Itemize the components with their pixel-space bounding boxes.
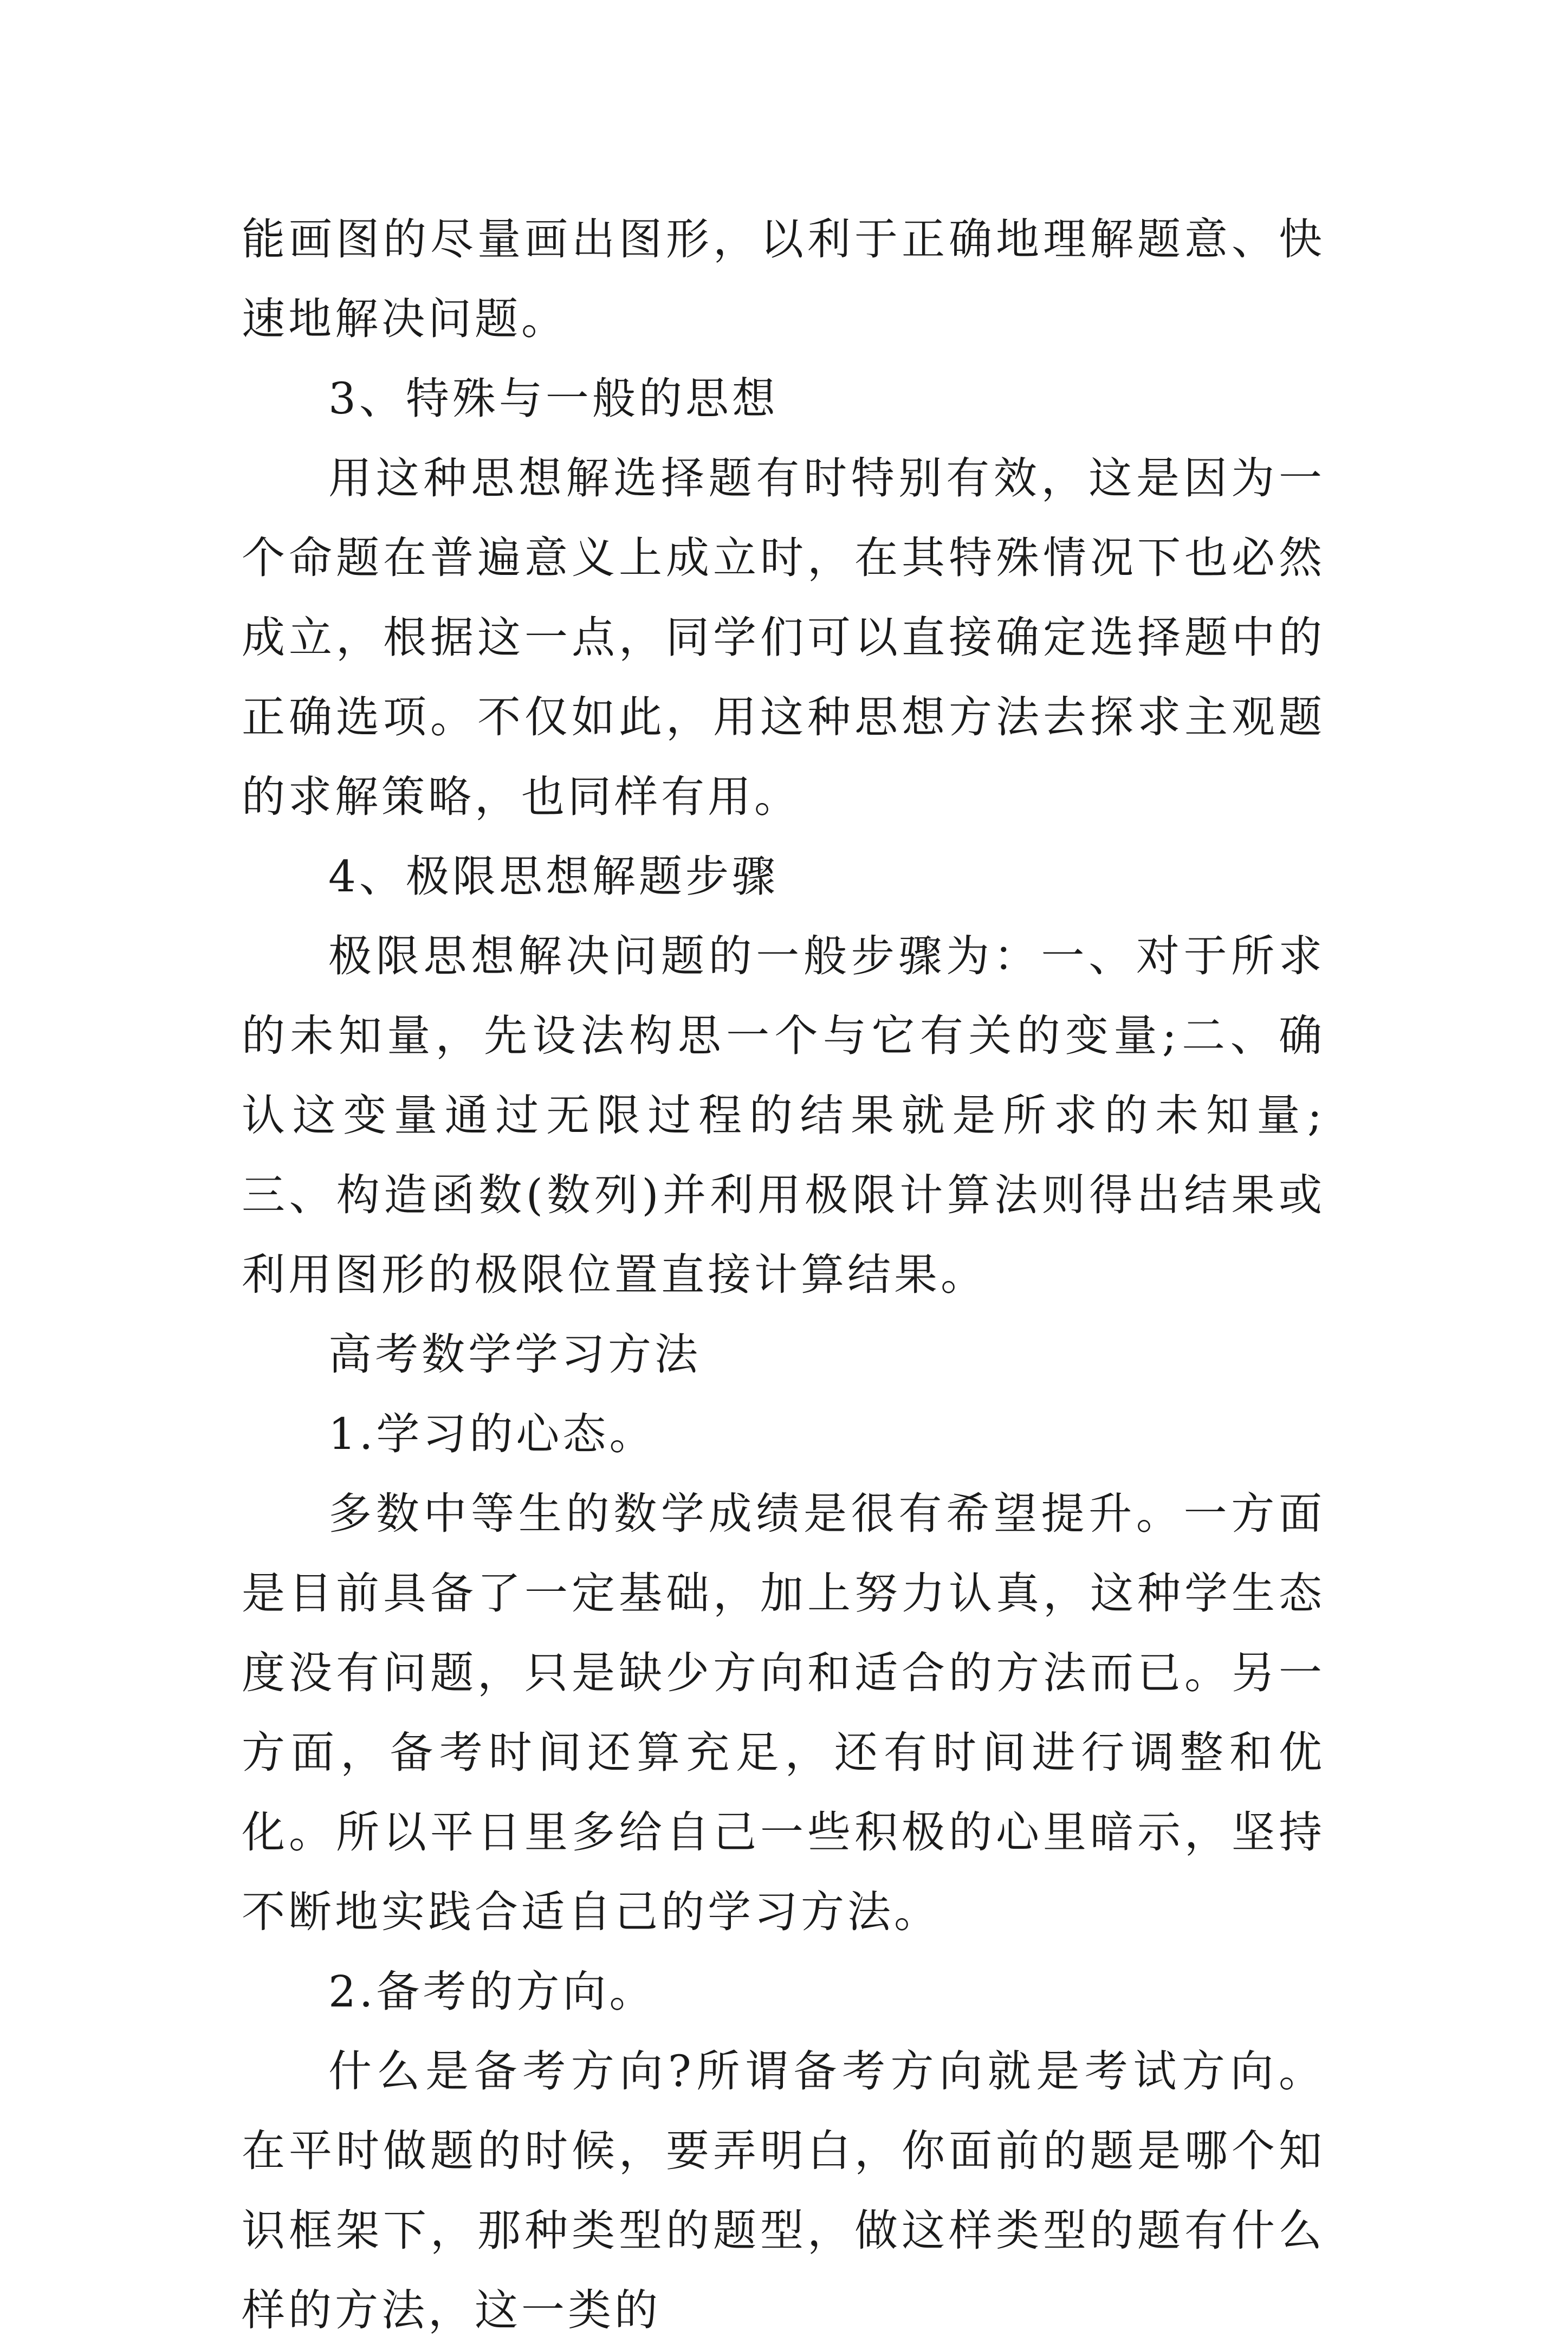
- paragraph-mindset: 多数中等生的数学成绩是很有希望提升。一方面是目前具备了一定基础，加上努力认真，这种学生态度没有问题，只是缺少方向和适合的方法而已。另一方面，备考时间还算充足，还有时间进行调整和优化。所以平日里多给自己一些积极的心里暗示，坚持不断地实践合适自己的学习方法。: [242, 1488, 1325, 1937]
- heading-special-general: 3、特殊与一般的思想: [328, 373, 779, 424]
- document-body: [242, 199, 1325, 2350]
- heading-limit-steps: 4、极限思想解题步骤: [328, 851, 779, 902]
- paragraph-continuation: 能画图的尽量画出图形，以利于正确地理解题意、快速地解决问题。: [242, 214, 1325, 344]
- paragraph-direction: 什么是备考方向?所谓备考方向就是考试方向。在平时做题的时候，要弄明白，你面前的题是哪个知识框架下，那种类型的题型，做这样类型的题有什么样的方法，这一类的: [242, 2046, 1325, 2335]
- section-title-study-methods: 高考数学学习方法: [328, 1329, 701, 1380]
- heading-direction: 2.备考的方向。: [328, 1966, 656, 2017]
- paragraph-limit-steps: 极限思想解决问题的一般步骤为：一、对于所求的未知量，先设法构思一个与它有关的变量;二、确认这变量通过无限过程的结果就是所求的未知量;三、构造函数(数列)并利用极限计算法则得出结果或利用图形的极限位置直接计算结果。: [242, 931, 1325, 1300]
- heading-mindset: 1.学习的心态。: [328, 1409, 656, 1459]
- paragraph-special-general: 用这种思想解选择题有时特别有效，这是因为一个命题在普遍意义上成立时，在其特殊情况下也必然成立，根据这一点，同学们可以直接确定选择题中的正确选项。不仅如此，用这种思想方法去探求主观题的求解策略，也同样有用。: [242, 453, 1325, 822]
